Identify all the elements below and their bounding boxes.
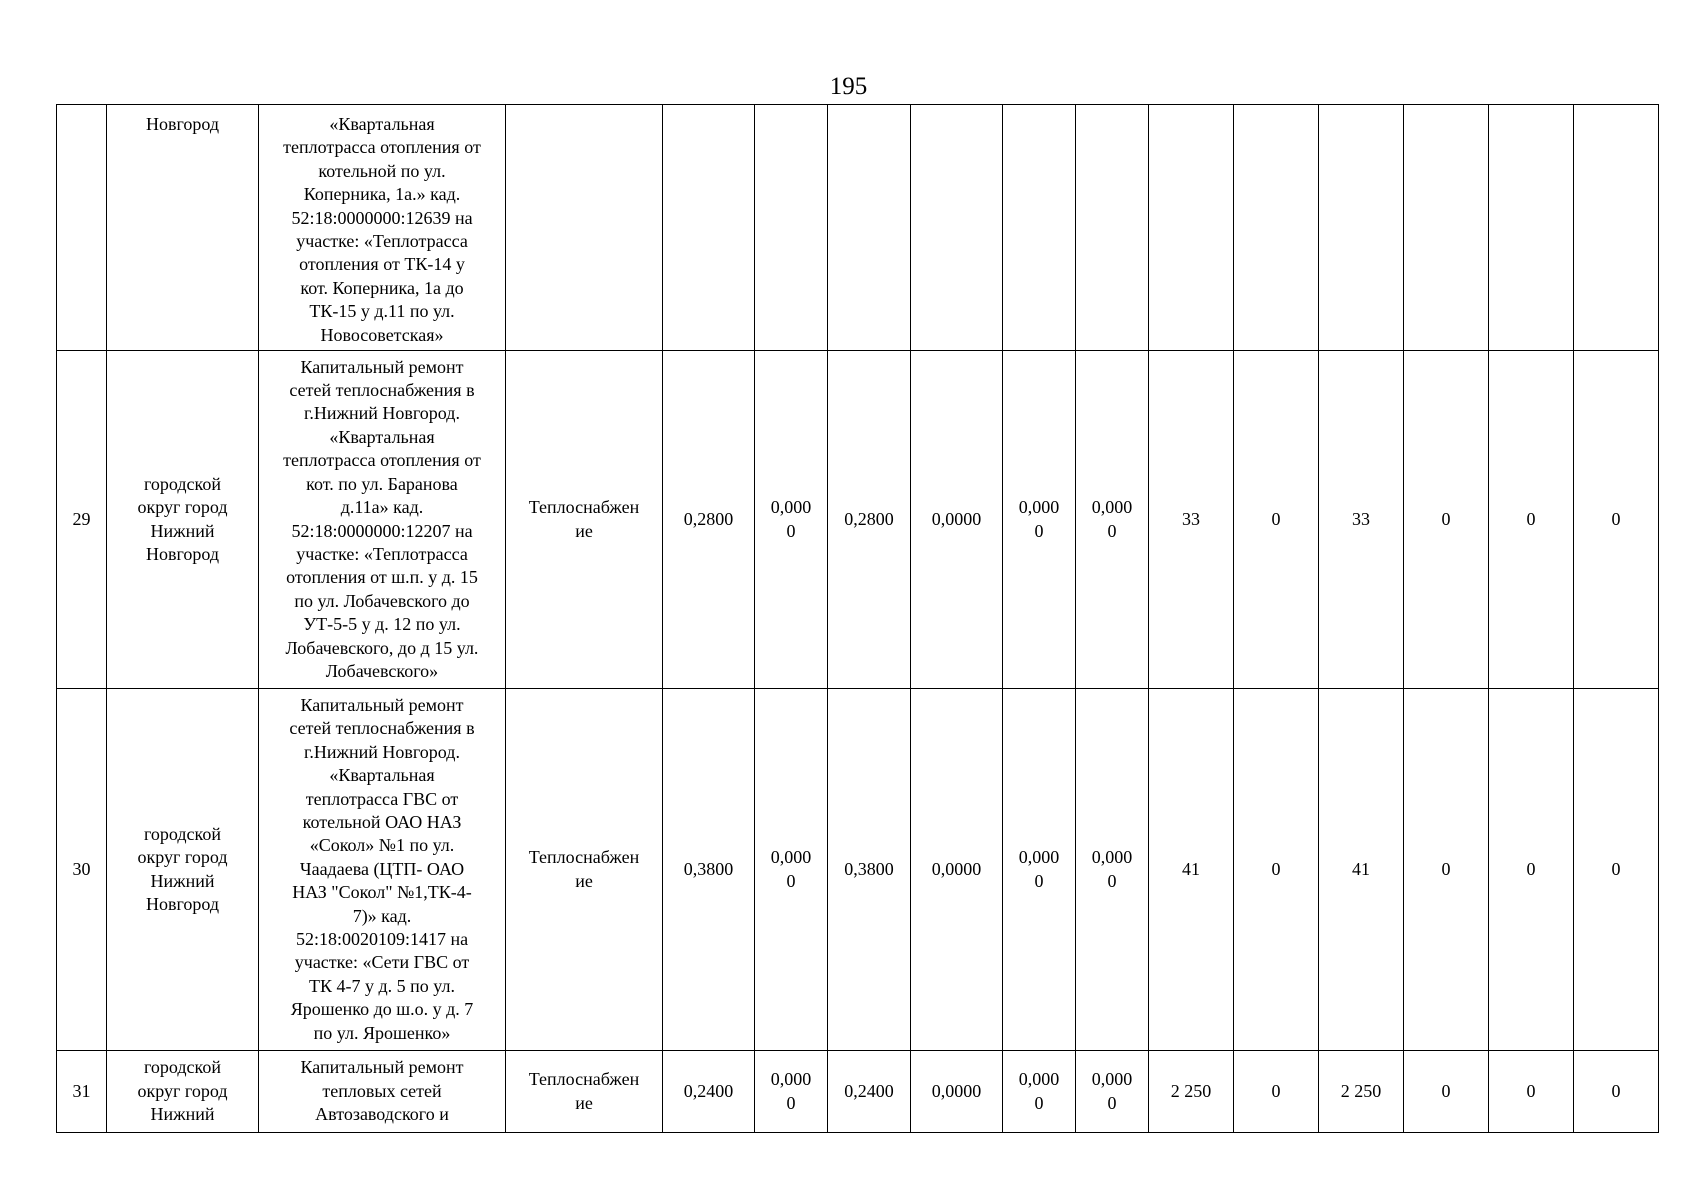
description-cell: «Квартальная теплотрасса отопления от котельной по ул. Коперника, 1а.» кад. 52:18:0000000:12639 на участке: «Теплотрасса отопления от ТК-14 у кот. Коперника, 1а до ТК-15 у д.11 по ул. Новосоветская» <box>259 105 506 351</box>
value-cell: 0,2800 <box>663 351 755 689</box>
value-cell: 41 <box>1319 689 1404 1051</box>
table-row <box>57 351 1659 689</box>
value-cell: 33 <box>1149 351 1234 689</box>
type-cell: Теплоснабжен ие <box>506 351 663 689</box>
value-cell: 0,000 0 <box>755 1051 828 1133</box>
description-cell: Капитальный ремонт сетей теплоснабжения в г.Нижний Новгород. «Квартальная теплотрасса отопления от кот. по ул. Баранова д.11а» кад. 52:18:0000000:12207 на участке: «Теплотрасса отопления от ш.п. у д. 15 по ул. Лобачевского до УТ-5-5 у д. 12 по ул. Лобачевского, до д 15 ул. Лобачевского» <box>259 351 506 689</box>
value-cell <box>1149 105 1234 351</box>
value-cell: 0 <box>1489 351 1574 689</box>
value-cell <box>1404 105 1489 351</box>
value-cell: 0,000 0 <box>1076 1051 1149 1133</box>
value-cell: 0 <box>1234 1051 1319 1133</box>
table-row <box>57 689 1659 1051</box>
type-cell <box>506 105 663 351</box>
value-cell <box>1574 105 1659 351</box>
value-cell: 2 250 <box>1319 1051 1404 1133</box>
value-cell <box>911 105 1003 351</box>
value-cell: 0,0000 <box>911 351 1003 689</box>
row-number-cell <box>57 105 107 351</box>
row-number-cell: 30 <box>57 689 107 1051</box>
value-cell: 0,2800 <box>828 351 911 689</box>
value-cell: 33 <box>1319 351 1404 689</box>
value-cell <box>1003 105 1076 351</box>
row-number-cell: 29 <box>57 351 107 689</box>
value-cell: 0 <box>1574 1051 1659 1133</box>
value-cell <box>755 105 828 351</box>
value-cell: 0,3800 <box>828 689 911 1051</box>
table-row <box>57 1051 1659 1133</box>
value-cell: 0 <box>1489 689 1574 1051</box>
investment-program-table <box>56 104 1659 1133</box>
value-cell: 0,0000 <box>911 689 1003 1051</box>
value-cell: 0,000 0 <box>1003 351 1076 689</box>
municipality-cell: городской округ город Нижний <box>107 1051 259 1133</box>
value-cell <box>828 105 911 351</box>
table-row <box>57 105 1659 351</box>
value-cell: 0,000 0 <box>755 689 828 1051</box>
description-cell: Капитальный ремонт тепловых сетей Автозаводского и <box>259 1051 506 1133</box>
value-cell: 0,000 0 <box>1003 689 1076 1051</box>
value-cell: 0 <box>1574 351 1659 689</box>
value-cell <box>1319 105 1404 351</box>
municipality-cell: Новгород <box>107 105 259 351</box>
value-cell <box>1234 105 1319 351</box>
description-cell: Капитальный ремонт сетей теплоснабжения в г.Нижний Новгород. «Квартальная теплотрасса ГВС от котельной ОАО НАЗ «Сокол» №1 по ул. Чаадаева (ЦТП- ОАО НАЗ "Сокол" №1,ТК-4- 7)» кад. 52:18:0020109:1417 на участке: «Сети ГВС от ТК 4-7 у д. 5 по ул. Ярошенко до ш.о. у д. 7 по ул. Ярошенко» <box>259 689 506 1051</box>
type-cell: Теплоснабжен ие <box>506 1051 663 1133</box>
value-cell: 0,2400 <box>828 1051 911 1133</box>
value-cell <box>1076 105 1149 351</box>
value-cell: 0,2400 <box>663 1051 755 1133</box>
municipality-cell: городской округ город Нижний Новгород <box>107 689 259 1051</box>
type-cell: Теплоснабжен ие <box>506 689 663 1051</box>
value-cell: 0 <box>1234 351 1319 689</box>
municipality-cell: городской округ город Нижний Новгород <box>107 351 259 689</box>
value-cell: 0,000 0 <box>1076 351 1149 689</box>
value-cell: 0 <box>1489 1051 1574 1133</box>
value-cell: 0,0000 <box>911 1051 1003 1133</box>
value-cell <box>663 105 755 351</box>
value-cell: 0,000 0 <box>755 351 828 689</box>
value-cell: 41 <box>1149 689 1234 1051</box>
value-cell <box>1489 105 1574 351</box>
value-cell: 0,3800 <box>663 689 755 1051</box>
page-number: 195 <box>829 73 868 100</box>
row-number-cell: 31 <box>57 1051 107 1133</box>
value-cell: 0,000 0 <box>1003 1051 1076 1133</box>
value-cell: 0 <box>1404 1051 1489 1133</box>
value-cell: 0 <box>1404 351 1489 689</box>
value-cell: 0,000 0 <box>1076 689 1149 1051</box>
value-cell: 2 250 <box>1149 1051 1234 1133</box>
value-cell: 0 <box>1234 689 1319 1051</box>
value-cell: 0 <box>1574 689 1659 1051</box>
value-cell: 0 <box>1404 689 1489 1051</box>
